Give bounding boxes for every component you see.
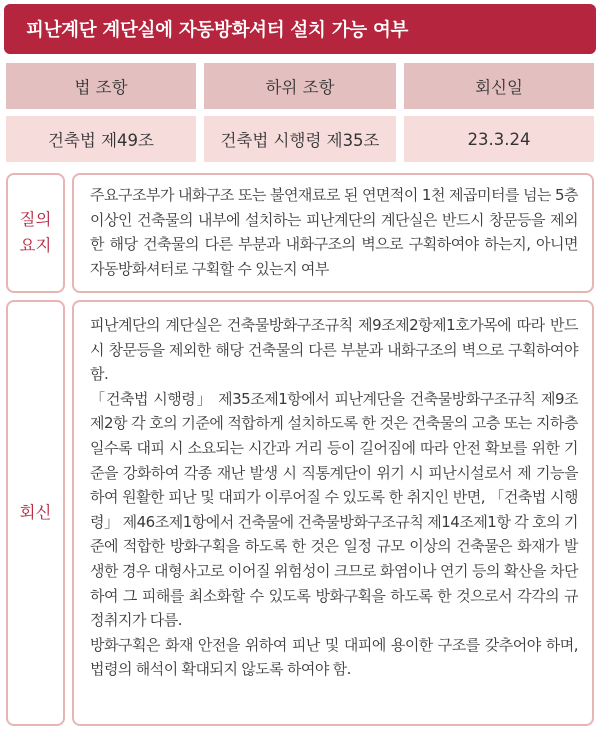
value-law-article: 건축법 제49조	[6, 116, 196, 162]
value-sub-article: 건축법 시행령 제35조	[204, 116, 396, 162]
title-bar	[4, 4, 596, 54]
header-sub-article: 하위 조항	[204, 63, 396, 109]
page-title: 피난계단 계단실에 자동방화셔터 설치 가능 여부	[26, 20, 409, 41]
answer-paragraph: 「건축법 시행령」 제35조제1항에서 피난계단을 건축물방화구조규칙 제9조제2항 각 호의 기준에 적합하게 설치하도록 한 것은 건축물의 고층 또는 지하층일수록 대피 시 소요되는 시간과 거리 등이 길어짐에 따라 안전 확보를 위한 기준을 강화하여 각종 재난 발생 시 직통계단이 위기 시 피난시설로서 제 기능을 하여 원활한 피난 및 대피가 이루어질 수 있도록 한 취지인 반면, 「건축법 시행령」 제46조제1항에서 건축물에 건축물방화구조규칙 제14조제1항 각 호의 기준에 적합한 방화구획을 하도록 한 것은 일정 규모 이상의 건축물은 화재가 발생한 경우 대형사고로 이어질 위험성이 크므로 화염이나 연기 등의 확산을 차단하여 그 피해를 최소화할 수 있도록 방화구획을 하도록 한 것으로서 각각의 규정취지가 다름.	[90, 389, 578, 630]
answer-paragraph: 방화구획은 화재 안전을 위하여 피난 및 대피에 용이한 구조를 갖추어야 하며, 법령의 해석이 확대되지 않도록 하여야 함.	[90, 635, 578, 679]
value-reply-date: 23.3.24	[404, 116, 594, 162]
answer-box	[72, 300, 594, 726]
question-text: 주요구조부가 내화구조 또는 불연재료로 된 연면적이 1천 제곱미터를 넘는 5층 이상인 건축물의 내부에 설치하는 피난계단의 계단실은 반드시 창문등을 제외한 해당 건축물의 다른 부분과 내화구조의 벽으로 구획하여야 하는지, 아니면 자동방화셔터로 구획할 수 있는지 여부	[90, 186, 578, 278]
header-law-article: 법 조항	[6, 63, 196, 109]
answer-paragraph: 피난계단의 계단실은 건축물방화구조규칙 제9조제2항제1호가목에 따라 반드시 창문등을 제외한 해당 건축물의 다른 부분과 내화구조의 벽으로 구획하여야 함.	[90, 316, 578, 384]
header-reply-date: 회신일	[404, 63, 594, 109]
question-label-text: 질의 요지	[19, 210, 52, 255]
question-box	[72, 173, 594, 293]
question-label	[6, 173, 65, 293]
answer-label-text: 회신	[19, 503, 52, 522]
answer-label	[6, 300, 65, 726]
